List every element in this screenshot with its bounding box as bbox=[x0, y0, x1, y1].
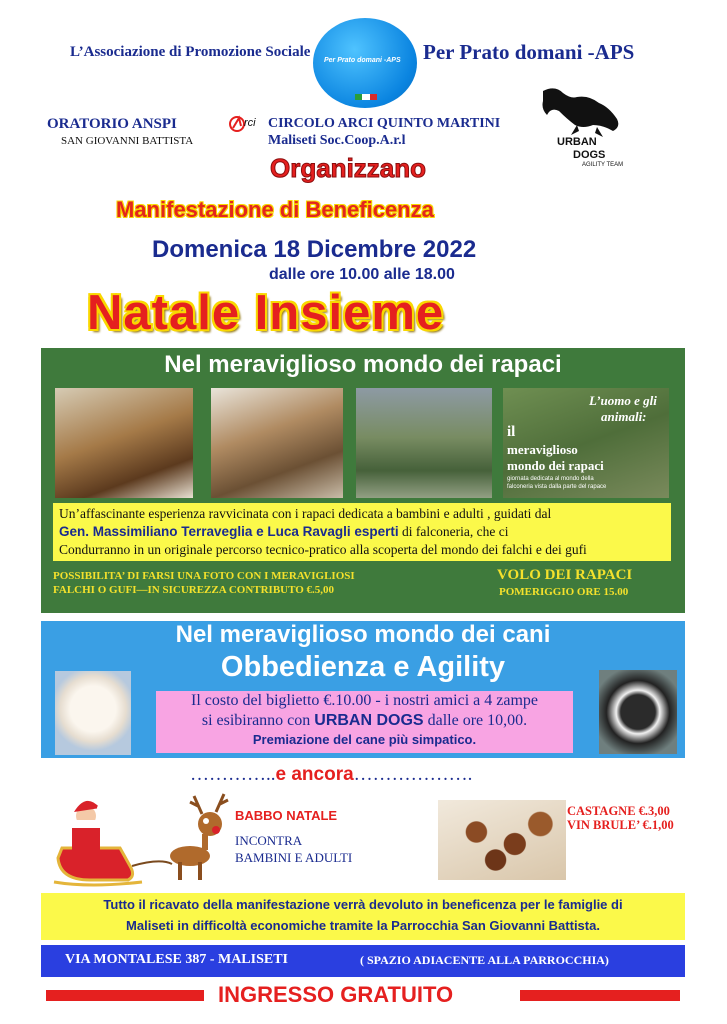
santa-sleigh-illustration bbox=[50, 788, 232, 888]
rapaci-poster-photo bbox=[503, 388, 669, 498]
logo-text: Per Prato domani -APS bbox=[324, 57, 401, 64]
desc-text: di falconeria, che ci bbox=[398, 524, 509, 539]
arci-logo-icon bbox=[229, 112, 259, 134]
cani-title: Nel meraviglioso mondo dei cani bbox=[175, 621, 551, 648]
organizzano-heading: Organizzano bbox=[270, 153, 427, 183]
award-line: Premiazione del cane più simpatico. bbox=[252, 732, 477, 747]
urban-dogs-word-1: URBAN bbox=[557, 136, 597, 148]
rapaci-desc-line-3: Condurranno in un originale percorso tecnico-pratico alla scoperta del mondo dei falchi e dei gufi bbox=[59, 542, 587, 557]
ricavato-line-1 bbox=[41, 893, 685, 914]
photo-offer-line-1: POSSIBILITA’ DI FARSI UNA FOTO CON I MERAVIGLIOSI bbox=[53, 570, 355, 582]
address-note: ( SPAZIO ADIACENTE ALLA PARROCCHIA) bbox=[360, 953, 609, 967]
dots: ………………. bbox=[353, 764, 473, 785]
hawk-photo bbox=[55, 388, 193, 498]
photo-offer-line-2: FALCHI O GUFI—IN SICUREZZA CONTRIBUTO €.5,00 bbox=[53, 584, 335, 596]
border-collie-photo bbox=[599, 670, 677, 754]
italian-flag-icon bbox=[355, 94, 377, 100]
poster-text: il bbox=[507, 424, 516, 440]
rapaci-desc-line-2 bbox=[59, 523, 665, 541]
e-ancora-text: e ancora bbox=[275, 764, 354, 785]
red-divider-right bbox=[520, 990, 680, 1001]
urban-dogs-tagline: AGILITY TEAM bbox=[582, 162, 624, 168]
agility-heading: Obbedienza e Agility bbox=[220, 651, 506, 683]
white-dog-photo bbox=[55, 671, 131, 755]
show-time: dalle ore 10,00. bbox=[423, 712, 528, 729]
ricavato-bold: Tutto il ricavato bbox=[103, 897, 200, 912]
oratorio-name: ORATORIO ANSPI bbox=[47, 116, 177, 132]
dots: ………….. bbox=[190, 764, 276, 785]
circolo-subtitle: Maliseti Soc.Coop.A.r.l bbox=[268, 133, 406, 148]
show-text: si esibiranno con bbox=[201, 712, 315, 729]
poster-text: L’uomo e gli bbox=[589, 393, 657, 408]
ricavato-box bbox=[41, 893, 685, 940]
event-title: Natale Insieme bbox=[87, 286, 445, 340]
circolo-name: CIRCOLO ARCI QUINTO MARTINI bbox=[268, 116, 501, 131]
vin-brule-price: VIN BRULE’ €.1,00 bbox=[567, 818, 674, 832]
ticket-cost: Il costo del biglietto €.10.00 - i nostri amici a 4 zampe bbox=[190, 692, 539, 709]
chestnuts-photo bbox=[438, 800, 566, 880]
babbo-bambini: BAMBINI E ADULTI bbox=[235, 850, 353, 865]
event-hours: dalle ore 10.00 alle 18.00 bbox=[269, 266, 455, 283]
red-divider-left bbox=[46, 990, 204, 1001]
address: VIA MONTALESE 387 - MALISETI bbox=[65, 952, 289, 967]
poster-caption: falconeria vista dalla parte del rapace bbox=[507, 484, 607, 490]
guide-names: Gen. Massimiliano Terraveglia e Luca Ravagli esperti bbox=[59, 524, 399, 539]
oratorio-subtitle: SAN GIOVANNI BATTISTA bbox=[61, 135, 194, 147]
poster-text: meraviglioso bbox=[507, 442, 578, 457]
cani-info-box bbox=[156, 691, 573, 753]
ricavato-line-2: Maliseti in difficoltà economiche tramite la Parrocchia San Giovanni Battista. bbox=[126, 918, 600, 933]
rapaci-panel bbox=[41, 348, 685, 613]
urban-dogs-name: URBAN DOGS bbox=[314, 712, 424, 729]
ricavato-text: della manifestazione verrà devoluto in beneficenza per le famiglie di bbox=[199, 897, 623, 912]
owl-photo bbox=[211, 388, 343, 498]
castagne-price: CASTAGNE €.3,00 bbox=[567, 804, 670, 818]
urban-dogs-word-2: DOGS bbox=[573, 149, 606, 161]
address-bar bbox=[41, 945, 685, 977]
association-label: L’Associazione di Promozione Sociale bbox=[70, 44, 311, 60]
babbo-natale-heading: BABBO NATALE bbox=[235, 808, 338, 823]
poster-text: mondo dei rapaci bbox=[507, 458, 604, 473]
rapaci-title: Nel meraviglioso mondo dei rapaci bbox=[164, 351, 562, 378]
rapaci-desc-line-1: Un’affascinante esperienza ravvicinata con i rapaci dedicata a bambini e adulti , guidati dal bbox=[59, 506, 552, 521]
poster-text: animali: bbox=[601, 409, 647, 424]
poster-caption: giornata dedicata al mondo della bbox=[507, 476, 594, 482]
organization-title: Per Prato domani -APS bbox=[423, 40, 635, 64]
rapaci-description bbox=[53, 503, 671, 561]
volo-time: POMERIGGIO ORE 15.00 bbox=[499, 586, 629, 598]
show-line bbox=[156, 711, 573, 731]
event-date: Domenica 18 Dicembre 2022 bbox=[152, 236, 477, 263]
ingresso-gratuito: INGRESSO GRATUITO bbox=[218, 982, 454, 1007]
volo-heading: VOLO DEI RAPACI bbox=[497, 567, 633, 583]
svg-text:rci: rci bbox=[244, 117, 256, 129]
cani-panel bbox=[41, 621, 685, 758]
babbo-incontra: INCONTRA bbox=[235, 833, 303, 848]
manifestazione-heading: Manifestazione di Beneficenza bbox=[116, 197, 434, 222]
e-ancora-heading bbox=[190, 764, 472, 786]
falconer-photo bbox=[356, 388, 492, 498]
